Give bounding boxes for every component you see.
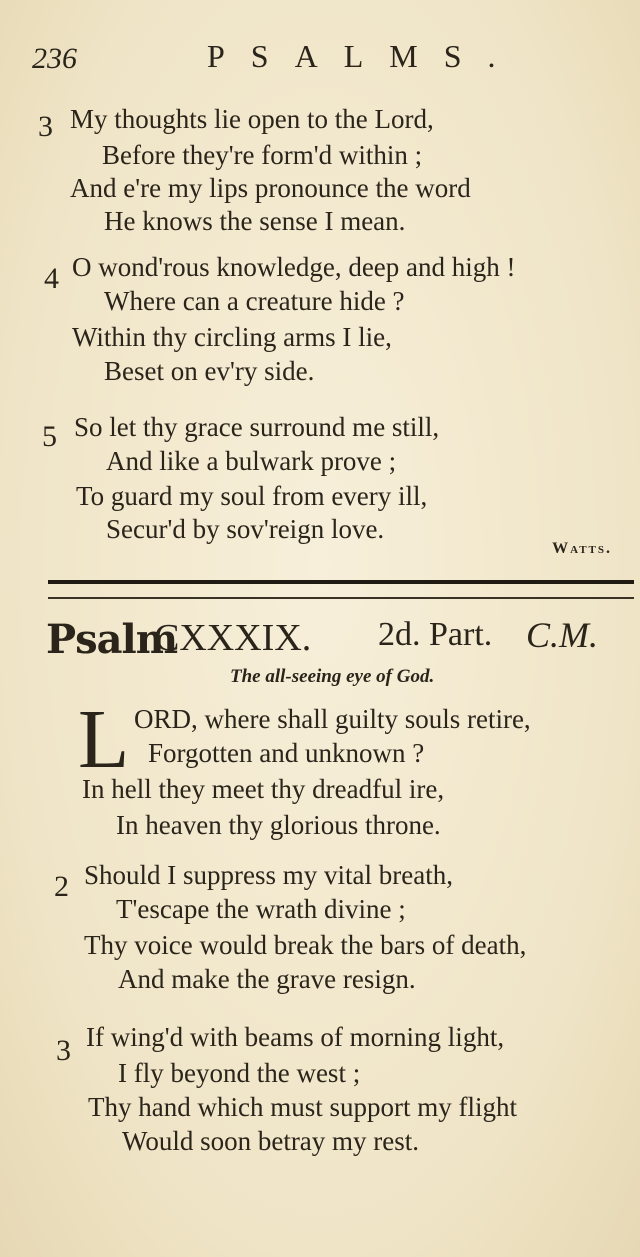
verse-line: Where can a creature hide ? [104,286,405,316]
verse-line: If wing'd with beams of morning light, [86,1022,505,1052]
verse-line: Should I suppress my vital breath, [84,860,453,890]
psalm-subtitle: The all-seeing eye of God. [230,666,435,687]
verse-line: My thoughts lie open to the Lord, [70,104,434,134]
verse-line: Secur'd by sov'reign love. [106,514,385,544]
verse-line: And make the grave resign. [118,964,416,994]
verse-number: 3 [38,110,53,143]
verse-line: ORD, where shall guilty souls retire, [134,704,531,734]
psalm-title-number: CXXXIX. [154,617,312,659]
verse-line: O wond'rous knowledge, deep and high ! [72,252,516,282]
section-divider-thin [48,597,634,599]
verse-line: Would soon betray my rest. [122,1126,420,1156]
verse-line: In heaven thy glorious throne. [116,810,441,840]
verse-number: 5 [42,420,57,453]
psalm-part: 2d. Part. [378,616,493,653]
verse-line: Within thy circling arms I lie, [72,322,392,352]
psalm-meter: C.M. [526,615,598,655]
verse-line: Beset on ev'ry side. [104,356,315,386]
verse-line: And like a bulwark prove ; [106,446,397,476]
running-head: PSALMS. [207,38,522,74]
psalm-title-word: Psalm [46,616,178,663]
page-number: 236 [32,42,77,75]
verse-line: And e're my lips pronounce the word [70,173,471,203]
verse-line: He knows the sense I mean. [104,206,406,236]
verse-line: Before they're form'd within ; [102,140,423,170]
verse-number: 4 [44,262,59,295]
verse-line: I fly beyond the west ; [118,1058,361,1088]
verse-line: So let thy grace surround me still, [74,412,440,442]
verse-line: Thy voice would break the bars of death, [84,930,527,960]
verse-line: Thy hand which must support my flight [88,1092,517,1122]
page-header [32,36,612,76]
verse-line: Forgotten and unknown ? [148,738,425,768]
verse-line: T'escape the wrath divine ; [116,894,406,924]
attribution: Watts. [552,540,612,557]
drop-cap: L [78,693,130,786]
section-divider [48,580,634,584]
verse-number: 3 [56,1034,71,1067]
verse-number: 2 [54,870,69,903]
psalm-title [46,612,640,664]
verse-line: In hell they meet thy dreadful ire, [82,774,445,804]
verse-line: To guard my soul from every ill, [76,481,428,511]
